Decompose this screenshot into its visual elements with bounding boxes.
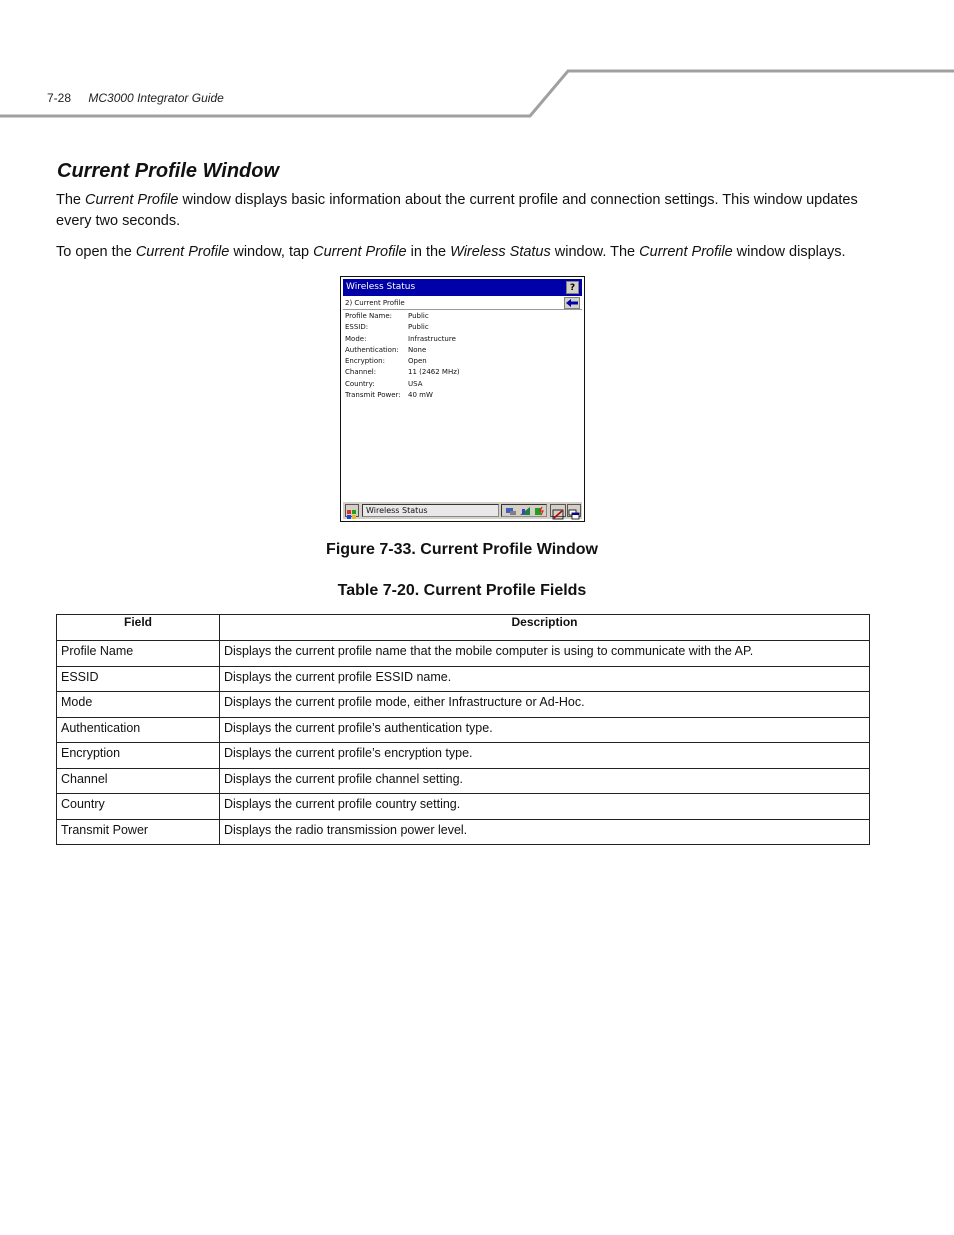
taskbar xyxy=(343,501,582,519)
field-cell: Mode xyxy=(57,692,220,718)
info-row: Authentication: None xyxy=(345,345,427,354)
profile-selector-label: 2) Current Profile xyxy=(345,299,405,307)
field-cell: ESSID xyxy=(57,666,220,692)
windows-stack-icon xyxy=(568,509,580,520)
figure-caption: Figure 7-33. Current Profile Window xyxy=(326,541,598,558)
table-row xyxy=(57,666,870,692)
table-caption: Table 7-20. Current Profile Fields xyxy=(337,582,587,599)
description-cell: Displays the current profile channel setting. xyxy=(220,768,870,794)
column-header-field: Field xyxy=(57,615,220,641)
current-profile-screenshot xyxy=(340,276,585,522)
back-button[interactable] xyxy=(564,297,580,309)
table-row xyxy=(57,641,870,667)
description-cell: Displays the radio transmission power level. xyxy=(220,819,870,845)
info-row: ESSID: Public xyxy=(345,323,429,332)
description-cell: Displays the current profile mode, either Infrastructure or Ad-Hoc. xyxy=(220,692,870,718)
description-cell: Displays the current profile name that the mobile computer is using to communicate with the AP. xyxy=(220,641,870,667)
profile-selector[interactable] xyxy=(343,297,582,310)
page-number: 7-28 xyxy=(47,91,72,105)
field-cell: Authentication xyxy=(57,717,220,743)
field-cell: Profile Name xyxy=(57,641,220,667)
table-row xyxy=(57,743,870,769)
window-titlebar xyxy=(343,279,582,296)
profile-info-list xyxy=(345,311,460,401)
taskbar-task[interactable]: Wireless Status xyxy=(362,504,499,517)
info-row: Channel: 11 (2462 MHz) xyxy=(345,368,460,377)
field-cell: Country xyxy=(57,794,220,820)
help-button[interactable]: ? xyxy=(566,281,579,294)
info-row: Country: USA xyxy=(345,379,423,388)
current-profile-fields-table xyxy=(56,614,870,845)
table-row xyxy=(57,692,870,718)
back-arrow-icon xyxy=(565,298,579,308)
field-cell: Channel xyxy=(57,768,220,794)
windows-switch-button[interactable] xyxy=(567,504,581,517)
guide-title: MC3000 Integrator Guide xyxy=(88,91,224,105)
network-icon[interactable] xyxy=(505,506,517,516)
field-cell: Encryption xyxy=(57,743,220,769)
input-panel-button[interactable] xyxy=(550,504,566,517)
battery-icon[interactable] xyxy=(533,506,545,516)
description-cell: Displays the current profile’s authentication type. xyxy=(220,717,870,743)
info-row: Encryption: Open xyxy=(345,357,427,366)
field-cell: Transmit Power xyxy=(57,819,220,845)
pen-icon xyxy=(551,509,565,520)
table-row xyxy=(57,717,870,743)
description-cell: Displays the current profile ESSID name. xyxy=(220,666,870,692)
windows-flag-icon xyxy=(346,509,358,520)
description-cell: Displays the current profile’s encryption type. xyxy=(220,743,870,769)
running-header xyxy=(47,91,224,105)
table-header-row xyxy=(57,615,870,641)
section-title: Current Profile Window xyxy=(57,160,280,182)
description-cell: Displays the current profile country setting. xyxy=(220,794,870,820)
signal-icon[interactable] xyxy=(519,506,531,516)
table-row xyxy=(57,819,870,845)
system-tray xyxy=(501,504,547,517)
window-title: Wireless Status xyxy=(346,282,416,292)
table-row xyxy=(57,768,870,794)
intro-paragraph: The Current Profile window displays basic information about the current profile and connection settings. This window updates every two seconds. xyxy=(56,192,858,229)
info-row: Transmit Power: 40 mW xyxy=(345,391,433,400)
column-header-description: Description xyxy=(220,615,870,641)
instruction-paragraph: To open the Current Profile window, tap Current Profile in the Wireless Status window. The Current Profile window displays. xyxy=(56,244,846,260)
info-row: Profile Name: Public xyxy=(345,312,429,320)
start-button[interactable] xyxy=(345,504,359,517)
table-row xyxy=(57,794,870,820)
info-row: Mode: Infrastructure xyxy=(345,334,456,343)
